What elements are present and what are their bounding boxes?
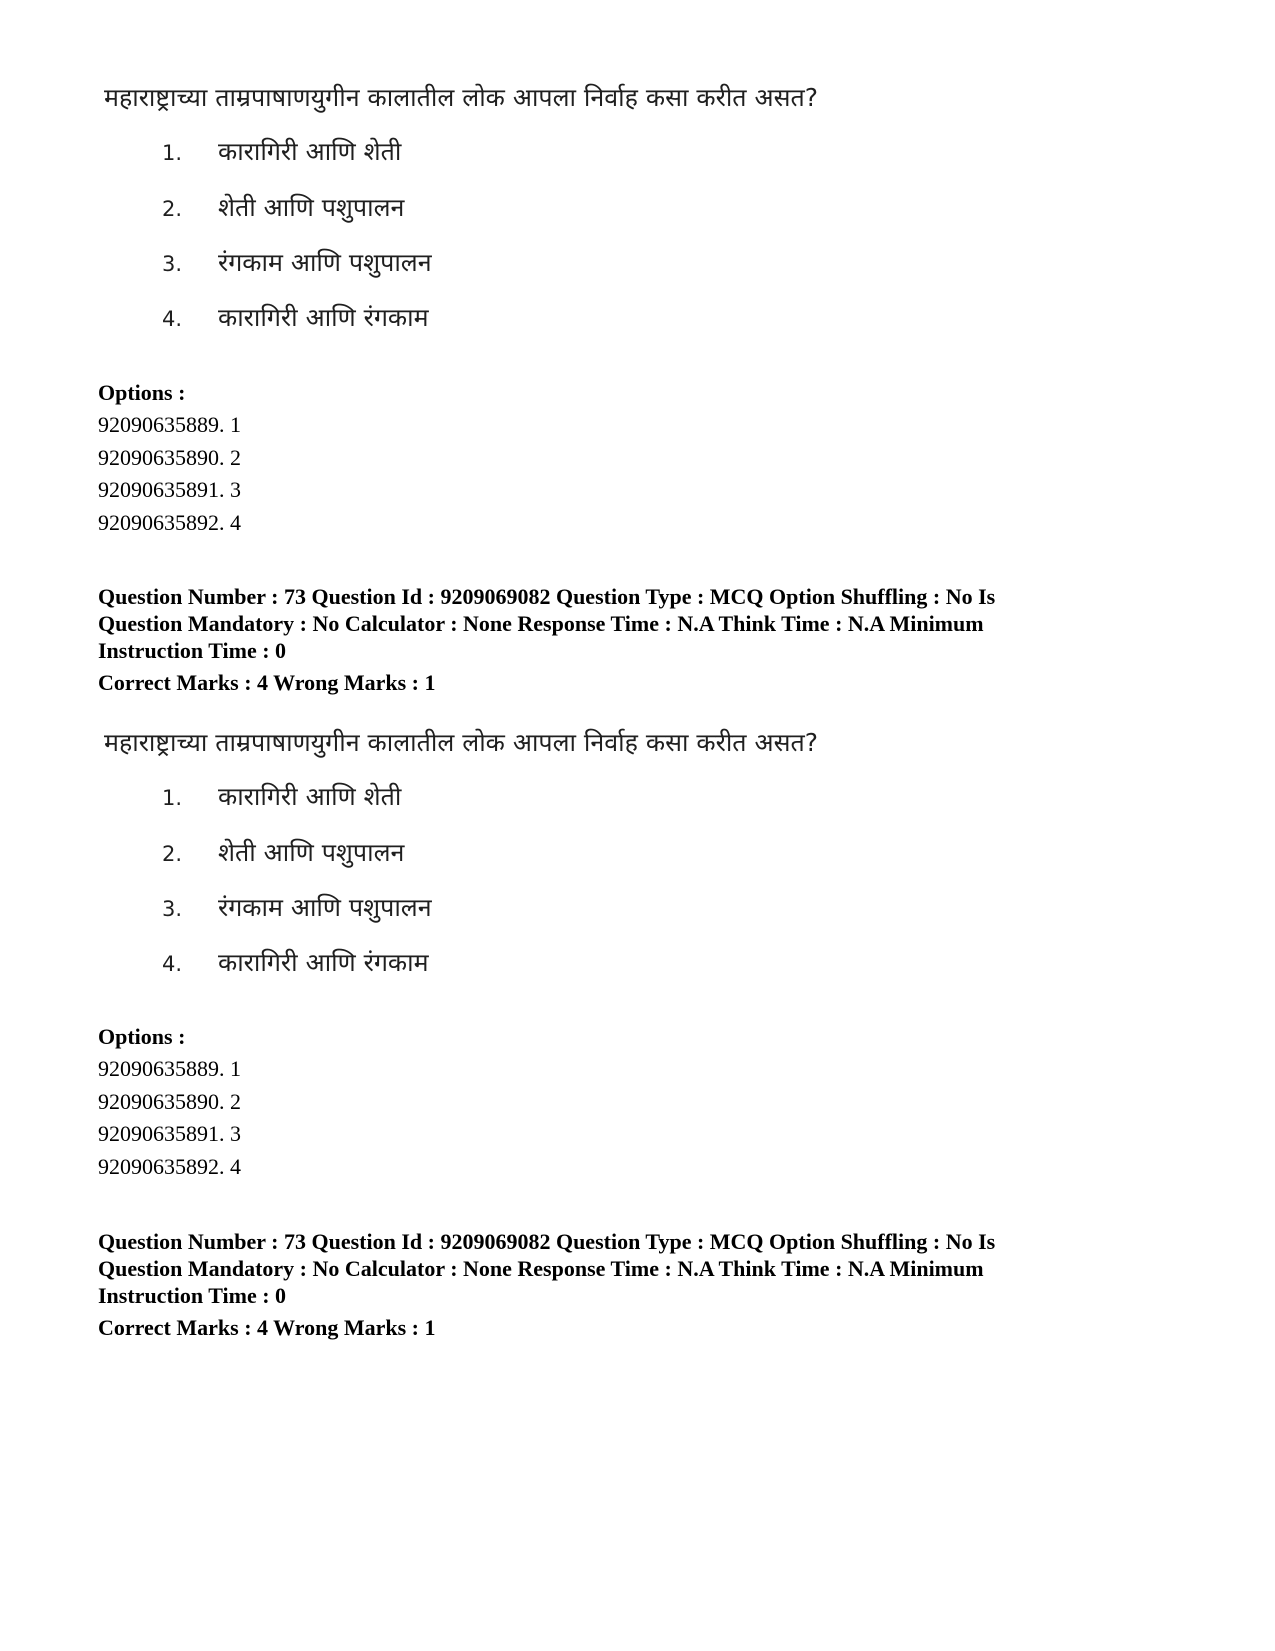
choice-number: 2. xyxy=(162,197,183,221)
question-choice xyxy=(162,190,404,224)
choice-number: 2. xyxy=(162,842,183,866)
question-metadata xyxy=(98,1228,1188,1341)
metadata-line: Instruction Time : 0 xyxy=(98,1283,287,1308)
question-choice xyxy=(162,945,429,979)
choice-text: रंगकाम आणि पशुपालन xyxy=(218,248,432,277)
question-metadata xyxy=(98,583,1188,696)
metadata-line: Question Mandatory : No Calculator : None Response Time : N.A Think Time : N.A Minimum xyxy=(98,611,984,636)
choice-number: 1. xyxy=(162,141,183,165)
choice-text: रंगकाम आणि पशुपालन xyxy=(218,893,432,922)
metadata-line: Question Mandatory : No Calculator : None Response Time : N.A Think Time : N.A Minimum xyxy=(98,1256,984,1281)
option-item: 92090635890. 2 xyxy=(98,1088,241,1114)
option-item: 92090635892. 4 xyxy=(98,509,241,535)
option-item: 92090635889. 1 xyxy=(98,1056,241,1081)
question-choice xyxy=(162,890,432,924)
options-heading: Options : xyxy=(98,380,186,405)
choice-text: कारागिरी आणि शेती xyxy=(218,782,402,811)
question-choice xyxy=(162,245,432,279)
question-choice xyxy=(162,835,404,869)
choice-number: 4. xyxy=(162,307,183,331)
option-item: 92090635889. 1 xyxy=(98,412,241,437)
question-text: महाराष्ट्राच्या ताम्रपाषाणयुगीन कालातील लोक आपला निर्वाह कसा करीत असत? xyxy=(104,728,819,757)
marks-line: Correct Marks : 4 Wrong Marks : 1 xyxy=(98,1315,436,1340)
metadata-line: Question Number : 73 Question Id : 9209069082 Question Type : MCQ Option Shuffling : No Is xyxy=(98,1229,996,1254)
option-item: 92090635891. 3 xyxy=(98,477,241,502)
choice-text: शेती आणि पशुपालन xyxy=(218,838,405,867)
marks-line: Correct Marks : 4 Wrong Marks : 1 xyxy=(98,670,436,695)
options-list xyxy=(98,1020,498,1183)
metadata-line: Instruction Time : 0 xyxy=(98,638,287,663)
choice-number: 4. xyxy=(162,952,183,976)
options-heading: Options : xyxy=(98,1024,186,1049)
question-choice xyxy=(162,300,429,334)
choice-number: 3. xyxy=(162,897,183,921)
question-choice xyxy=(162,134,401,168)
question-image xyxy=(100,80,860,360)
choice-text: कारागिरी आणि रंगकाम xyxy=(218,948,429,977)
option-item: 92090635890. 2 xyxy=(98,444,241,470)
choice-text: शेती आणि पशुपालन xyxy=(218,193,405,222)
options-list xyxy=(98,376,498,539)
option-item: 92090635891. 3 xyxy=(98,1121,241,1146)
choice-text: कारागिरी आणि शेती xyxy=(218,137,402,166)
choice-text: कारागिरी आणि रंगकाम xyxy=(218,303,429,332)
question-text: महाराष्ट्राच्या ताम्रपाषाणयुगीन कालातील लोक आपला निर्वाह कसा करीत असत? xyxy=(104,83,819,112)
question-choice xyxy=(162,779,401,813)
choice-number: 3. xyxy=(162,252,183,276)
metadata-line: Question Number : 73 Question Id : 9209069082 Question Type : MCQ Option Shuffling : No Is xyxy=(98,584,996,609)
option-item: 92090635892. 4 xyxy=(98,1153,241,1179)
question-image xyxy=(100,725,860,1005)
choice-number: 1. xyxy=(162,786,183,810)
